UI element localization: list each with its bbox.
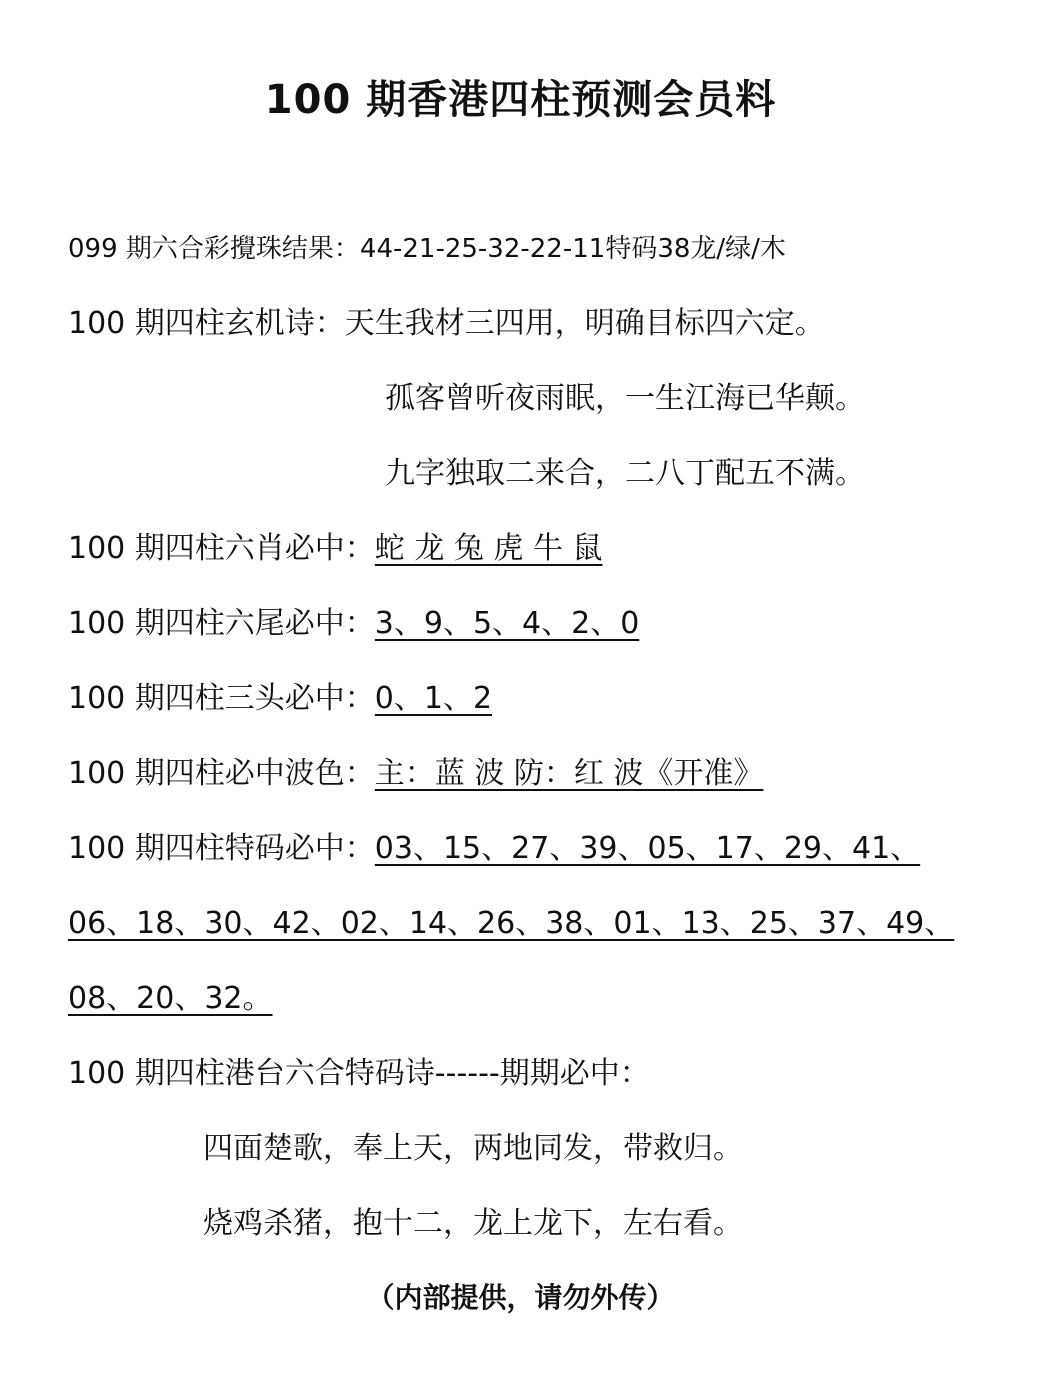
wave-color-row bbox=[68, 754, 763, 794]
mystic-poem-line-3: 九字独取二来合，二八丁配五不满。 bbox=[385, 456, 865, 491]
zodiac-label: 100 期四柱六肖必中： bbox=[68, 531, 375, 566]
special-poem-line-2: 烧鸡杀猪，抱十二，龙上龙下，左右看。 bbox=[203, 1206, 743, 1241]
heads-label: 100 期四柱三头必中： bbox=[68, 681, 375, 716]
draw-result-label: 099 期六合彩攪珠结果： bbox=[68, 234, 360, 264]
heads-value: 0、1、2 bbox=[374, 681, 493, 716]
mystic-poem-label: 100 期四柱玄机诗： bbox=[68, 306, 345, 341]
zodiac-row bbox=[68, 529, 602, 569]
page-title: 100 期香港四柱预测会员料 bbox=[264, 77, 777, 123]
heads-row bbox=[68, 679, 492, 719]
special-number-row-3 bbox=[68, 979, 273, 1019]
tails-label: 100 期四柱六尾必中： bbox=[68, 606, 375, 641]
special-number-label: 100 期四柱特码必中： bbox=[68, 831, 375, 866]
special-number-line-2: 06、18、30、42、02、14、26、38、01、13、25、37、49、 bbox=[68, 906, 955, 941]
special-poem-line-1: 四面楚歌，奉上天，两地同发，带救归。 bbox=[203, 1131, 743, 1166]
draw-result-row bbox=[68, 229, 786, 269]
special-number-line-3: 08、20、32。 bbox=[68, 981, 273, 1016]
mystic-poem-line-2: 孤客曾听夜雨眠，一生江海已华颠。 bbox=[385, 381, 865, 416]
special-number-line-1: 03、15、27、39、05、17、29、41、 bbox=[374, 831, 921, 866]
tails-value: 3、9、5、4、2、0 bbox=[374, 606, 640, 641]
tails-row bbox=[68, 604, 639, 644]
mystic-poem-row bbox=[68, 304, 825, 344]
wave-color-value: 主：蓝 波 防：红 波《开准》 bbox=[374, 756, 764, 791]
zodiac-value: 蛇 龙 兔 虎 牛 鼠 bbox=[374, 531, 603, 566]
special-poem-label: 100 期四柱港台六合特码诗------期期必中： bbox=[68, 1056, 650, 1091]
confidential-note: （内部提供，请勿外传） bbox=[366, 1281, 675, 1314]
wave-color-label: 100 期四柱必中波色： bbox=[68, 756, 375, 791]
draw-result-value: 44-21-25-32-22-11特码38龙/绿/木 bbox=[359, 234, 786, 264]
mystic-poem-line-1: 天生我材三四用，明确目标四六定。 bbox=[344, 306, 825, 341]
special-number-row-2 bbox=[68, 904, 954, 944]
special-number-row bbox=[68, 829, 920, 869]
